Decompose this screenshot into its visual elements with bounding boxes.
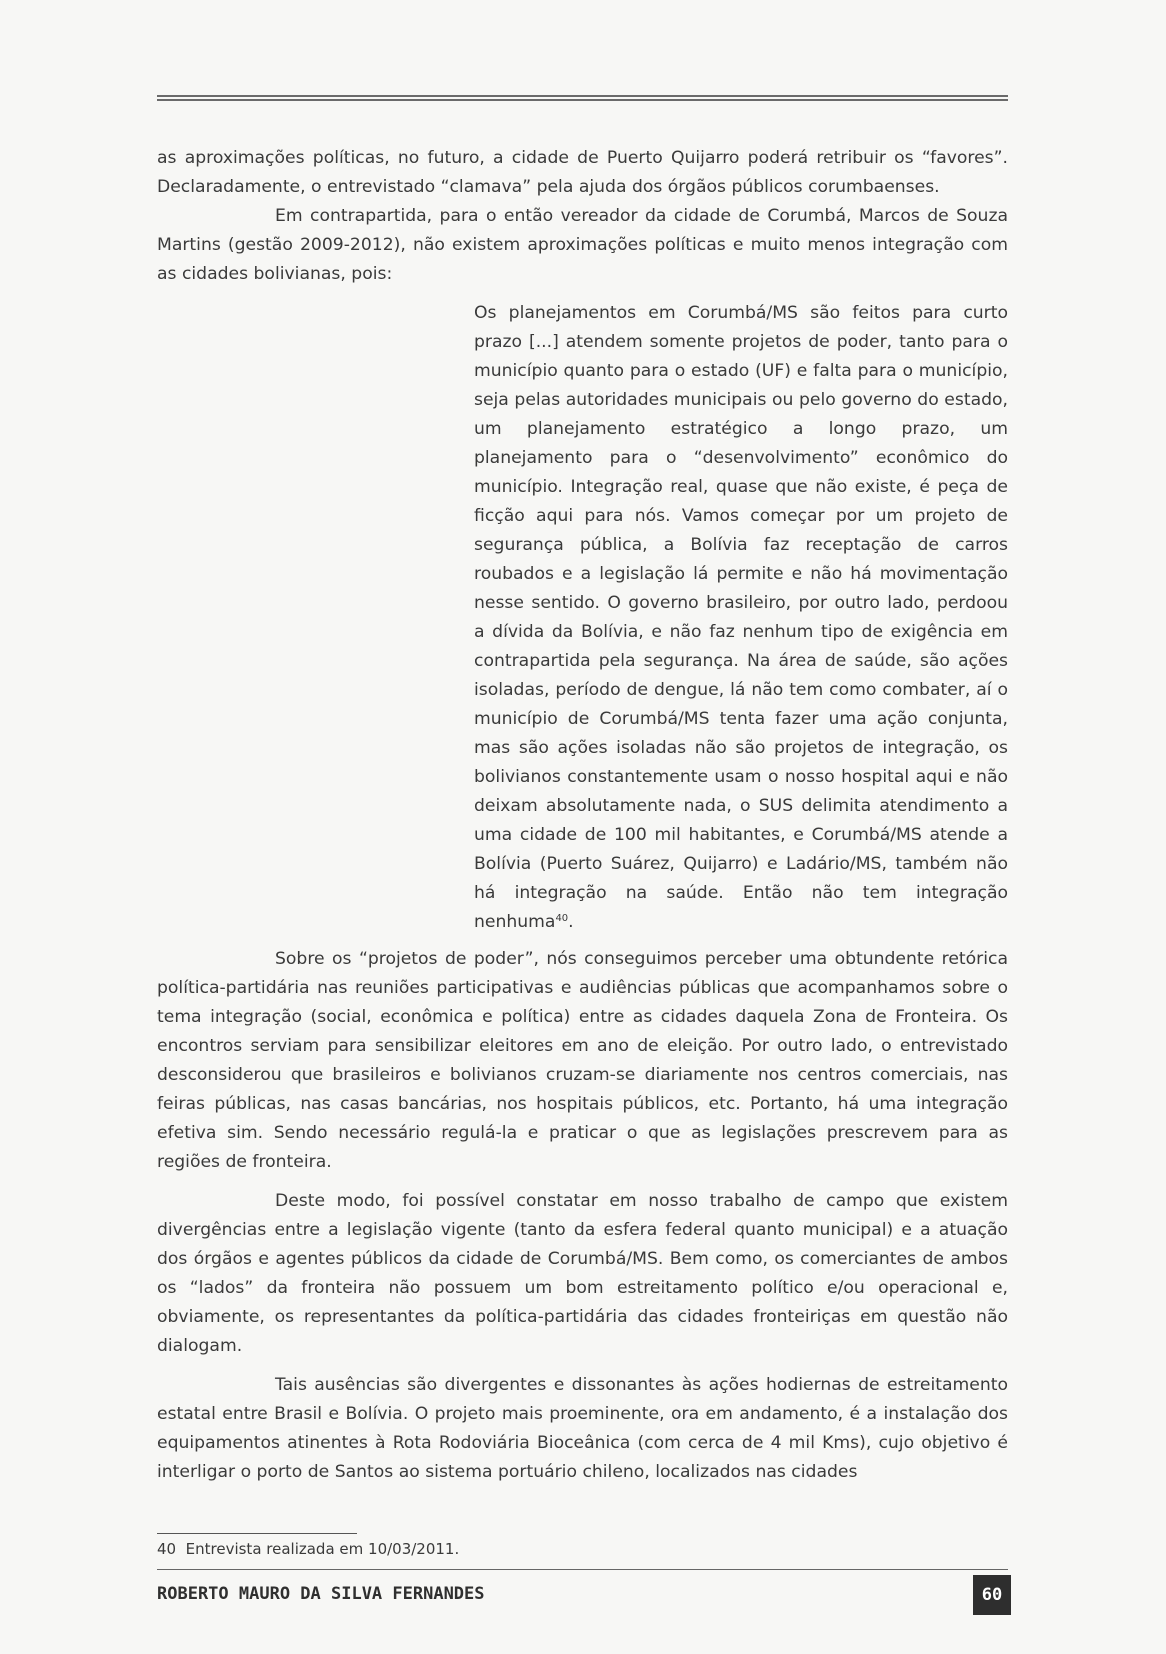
page-number: 60 — [973, 1575, 1011, 1615]
footnote-text: Entrevista realizada em 10/03/2011. — [185, 1540, 460, 1558]
footnote-number: 40 — [157, 1540, 177, 1558]
paragraph-4: Deste modo, foi possível constatar em nosso trabalho de campo que existem divergências entre a legislação vigente (tanto da esfera federal quanto municipal) e a atuação dos órgãos e agentes públicos da cidade de Corumbá/MS. Bem como, os comerciantes de ambos os “lados” da fronteira não possuem um bom estreitamento político e/ou operacional e, obviamente, os representantes da política-partidária das cidades fronteiriças em questão não dialogam. — [157, 1191, 1008, 1356]
paragraph-5: Tais ausências são divergentes e dissonantes às ações hodiernas de estreitamento estatal entre Brasil e Bolívia. O projeto mais proeminente, ora em andamento, é a instalação dos equipamentos atinentes à Rota Rodoviária Bioceânica (com cerca de 4 mil Kms), cujo objetivo é interligar o porto de Santos ao sistema portuário chileno, localizados nas cidades — [157, 1375, 1008, 1482]
block-quote — [474, 299, 1008, 937]
paragraph-1: as aproximações políticas, no futuro, a cidade de Puerto Quijarro poderá retribuir os “favores”. Declaradamente, o entrevistado “clamava” pela ajuda dos órgãos públicos corumbaenses. — [157, 148, 1008, 197]
footnote-separator — [157, 1533, 357, 1534]
footnote-reference[interactable]: 40 — [555, 913, 569, 924]
header-double-rule — [157, 95, 1008, 101]
paragraph-3: Sobre os “projetos de poder”, nós conseguimos perceber uma obtundente retórica política-partidária nas reuniões participativas e audiências públicas que acompanhamos sobre o tema integração (social, econômica e política) entre as cidades daquela Zona de Fronteira. Os encontros serviam para sensibilizar eleitores em ano de eleição. Por outro lado, o entrevistado desconsiderou que brasileiros e bolivianos cruzam-se diariamente nos centros comerciais, nas feiras públicas, nas casas bancárias, nos hospitais públicos, etc. Portanto, há uma integração efetiva sim. Sendo necessário regulá-la e praticar o que as legislações prescrevem para as regiões de fronteira. — [157, 949, 1008, 1172]
footer-author: ROBERTO MAURO DA SILVA FERNANDES — [157, 1584, 485, 1604]
footnote — [157, 1538, 1008, 1560]
quote-end-punctuation: . — [568, 912, 574, 932]
paragraph-2: Em contrapartida, para o então vereador da cidade de Corumbá, Marcos de Souza Martins (gestão 2009-2012), não existem aproximações políticas e muito menos integração com as cidades bolivianas, pois: — [157, 206, 1008, 284]
footer-rule — [157, 1569, 1008, 1570]
body-text — [157, 144, 1008, 1487]
quote-text: Os planejamentos em Corumbá/MS são feitos para curto prazo [...] atendem somente projetos de poder, tanto para o município quanto para o estado (UF) e falta para o município, seja pelas autoridades municipais ou pelo governo do estado, um planejamento estratégico a longo prazo, um planejamento para o “desenvolvimento” econômico do município. Integração real, quase que não existe, é peça de ficção aqui para nós. Vamos começar por um projeto de segurança pública, a Bolívia faz receptação de carros roubados e a legislação lá permite e não há movimentação nesse sentido. O governo brasileiro, por outro lado, perdoou a dívida da Bolívia, e não faz nenhum tipo de exigência em contrapartida pela segurança. Na área de saúde, são ações isoladas, período de dengue, lá não tem como combater, aí o município de Corumbá/MS tenta fazer uma ação conjunta, mas são ações isoladas não são projetos de integração, os bolivianos constantemente usam o nosso hospital aqui e não deixam absolutamente nada, o SUS delimita atendimento a uma cidade de 100 mil habitantes, e Corumbá/MS atende a Bolívia (Puerto Suárez, Quijarro) e Ladário/MS, também não há integração na saúde. Então não tem integração nenhuma — [474, 303, 1008, 932]
